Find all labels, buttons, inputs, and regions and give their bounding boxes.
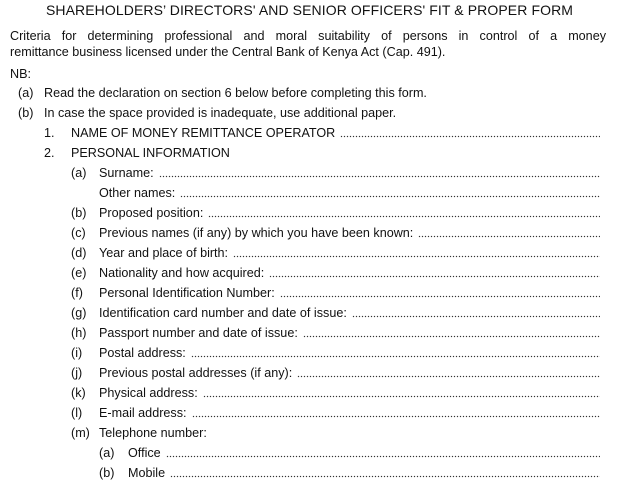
- email-field[interactable]: [99, 406, 600, 420]
- note-b-text: In case the space provided is inadequate, use additional paper.: [44, 106, 397, 120]
- field-label: Personal Identification Number:: [99, 286, 275, 300]
- field-marker: (d): [71, 246, 87, 260]
- fill-in-line: [340, 128, 600, 138]
- field-label: Nationality and how acquired:: [99, 266, 265, 280]
- fill-in-line: [208, 208, 600, 218]
- operator-name-field[interactable]: [71, 126, 600, 140]
- criteria-paragraph: [10, 28, 606, 60]
- physical-address-field[interactable]: [99, 386, 600, 400]
- id-card-field[interactable]: [99, 306, 600, 320]
- field-marker: (j): [71, 366, 83, 380]
- nb-label: NB:: [10, 67, 31, 81]
- field-marker: (c): [71, 226, 86, 240]
- proposed-position-field[interactable]: [99, 206, 600, 220]
- fill-in-line: [303, 328, 600, 338]
- phone-marker: (b): [99, 466, 115, 480]
- fill-in-line: [192, 408, 601, 418]
- field-label: Year and place of birth:: [99, 246, 229, 260]
- previous-postal-field[interactable]: [99, 366, 600, 380]
- fill-in-line: [269, 268, 600, 278]
- field-label: Previous postal addresses (if any):: [99, 366, 293, 380]
- field-label: E-mail address:: [99, 406, 187, 420]
- fill-in-line: [170, 468, 600, 478]
- field-marker: (b): [71, 206, 87, 220]
- field-marker: (l): [71, 406, 83, 420]
- fill-in-line: [191, 348, 600, 358]
- section-2-number: 2.: [44, 146, 55, 160]
- surname-field[interactable]: [99, 166, 600, 180]
- birth-year-place-field[interactable]: [99, 246, 600, 260]
- field-label: Previous names (if any) by which you have been known:: [99, 226, 414, 240]
- section-2-heading: PERSONAL INFORMATION: [71, 146, 230, 160]
- fill-in-line: [203, 388, 600, 398]
- field-label: Passport number and date of issue:: [99, 326, 298, 340]
- field-marker: (m): [71, 426, 90, 440]
- note-b-marker: (b): [18, 106, 34, 120]
- fill-in-line: [297, 368, 600, 378]
- field-label: Other names:: [99, 186, 176, 200]
- field-label: Physical address:: [99, 386, 198, 400]
- field-marker: (i): [71, 346, 83, 360]
- field-label: Mobile: [128, 466, 166, 480]
- telephone-heading: Telephone number:: [99, 426, 207, 440]
- fill-in-line: [418, 228, 600, 238]
- fill-in-line: [352, 308, 600, 318]
- field-marker: (g): [71, 306, 87, 320]
- nationality-field[interactable]: [99, 266, 600, 280]
- field-marker: (a): [71, 166, 87, 180]
- note-a-marker: (a): [18, 86, 34, 100]
- fill-in-line: [159, 168, 600, 178]
- mobile-phone-field[interactable]: [128, 466, 600, 480]
- note-a-text: Read the declaration on section 6 below before completing this form.: [44, 86, 427, 100]
- fill-in-line: [180, 188, 600, 198]
- field-marker: (k): [71, 386, 86, 400]
- section-1-label: NAME OF MONEY REMITTANCE OPERATOR: [71, 126, 336, 140]
- phone-marker: (a): [99, 446, 115, 460]
- field-label: Surname:: [99, 166, 154, 180]
- field-label: Proposed position:: [99, 206, 204, 220]
- passport-field[interactable]: [99, 326, 600, 340]
- fill-in-line: [166, 448, 600, 458]
- fill-in-line: [233, 248, 600, 258]
- fill-in-line: [280, 288, 600, 298]
- field-marker: (f): [71, 286, 83, 300]
- field-marker: (e): [71, 266, 87, 280]
- criteria-line-2: remittance business licensed under the Central Bank of Kenya Act (Cap. 491).: [10, 45, 446, 59]
- postal-address-field[interactable]: [99, 346, 600, 360]
- form-title: SHAREHOLDERS’ DIRECTORS' AND SENIOR OFFICERS' FIT & PROPER FORM: [45, 2, 574, 18]
- office-phone-field[interactable]: [128, 446, 600, 460]
- field-label: Office: [128, 446, 161, 460]
- criteria-line-1: Criteria for determining professional and moral suitability of persons in control of a money: [10, 29, 606, 43]
- other-names-field[interactable]: [99, 186, 600, 200]
- previous-names-field[interactable]: [99, 226, 600, 240]
- field-label: Identification card number and date of issue:: [99, 306, 347, 320]
- section-1-number: 1.: [44, 126, 55, 140]
- pin-field[interactable]: [99, 286, 600, 300]
- field-marker: (h): [71, 326, 87, 340]
- field-label: Postal address:: [99, 346, 186, 360]
